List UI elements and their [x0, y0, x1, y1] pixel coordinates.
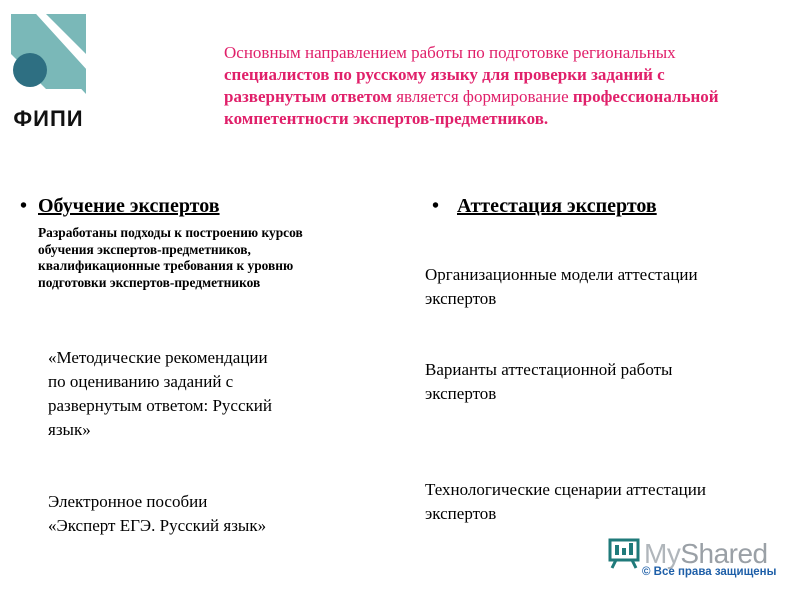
- myshared-logo-text: MyShared: [644, 538, 768, 569]
- intro-text-1: Основным направлением работы по подготовке региональных: [224, 43, 676, 62]
- heading-attestation: Аттестация экспертов: [457, 195, 657, 217]
- heading-training: Обучение экспертов: [38, 195, 220, 217]
- attestation-variants: Варианты аттестационной работы экспертов: [425, 360, 673, 403]
- technological-scenarios: Технологические сценарии аттестации экспертов: [425, 480, 706, 523]
- myshared-watermark: [606, 536, 786, 584]
- organizational-models: Организационные модели аттестации экспертов: [425, 265, 698, 308]
- rights-reserved-text: © Все права защищены: [642, 566, 777, 578]
- training-description: Разработаны подходы к построению курсов обучения экспертов-предметников, квалификационные требования к уровню подготовки экспертов-предметников: [38, 225, 303, 290]
- intro-text-2: является формирование: [391, 87, 573, 106]
- myshared-logo-icon: [606, 536, 642, 570]
- bullet-dot-right: •: [432, 195, 440, 217]
- methodical-recommendations: «Методические рекомендации по оцениванию заданий с развернутым ответом: Русский язык»: [48, 348, 272, 439]
- intro-bold-1: специалистов по русскому языку для проверки заданий с развернутым ответом: [224, 65, 665, 106]
- electronic-manual: Электронное пособии «Эксперт ЕГЭ. Русский язык»: [48, 492, 267, 535]
- intro-bold-2: профессиональной компетентности экспертов-предметников.: [224, 87, 719, 128]
- fipi-logo-text: ФИПИ: [13, 106, 84, 131]
- fipi-logo: [6, 14, 91, 131]
- bullet-dot-left: •: [20, 195, 28, 217]
- intro-paragraph: [224, 42, 724, 130]
- fipi-logo-graphic: [6, 14, 91, 104]
